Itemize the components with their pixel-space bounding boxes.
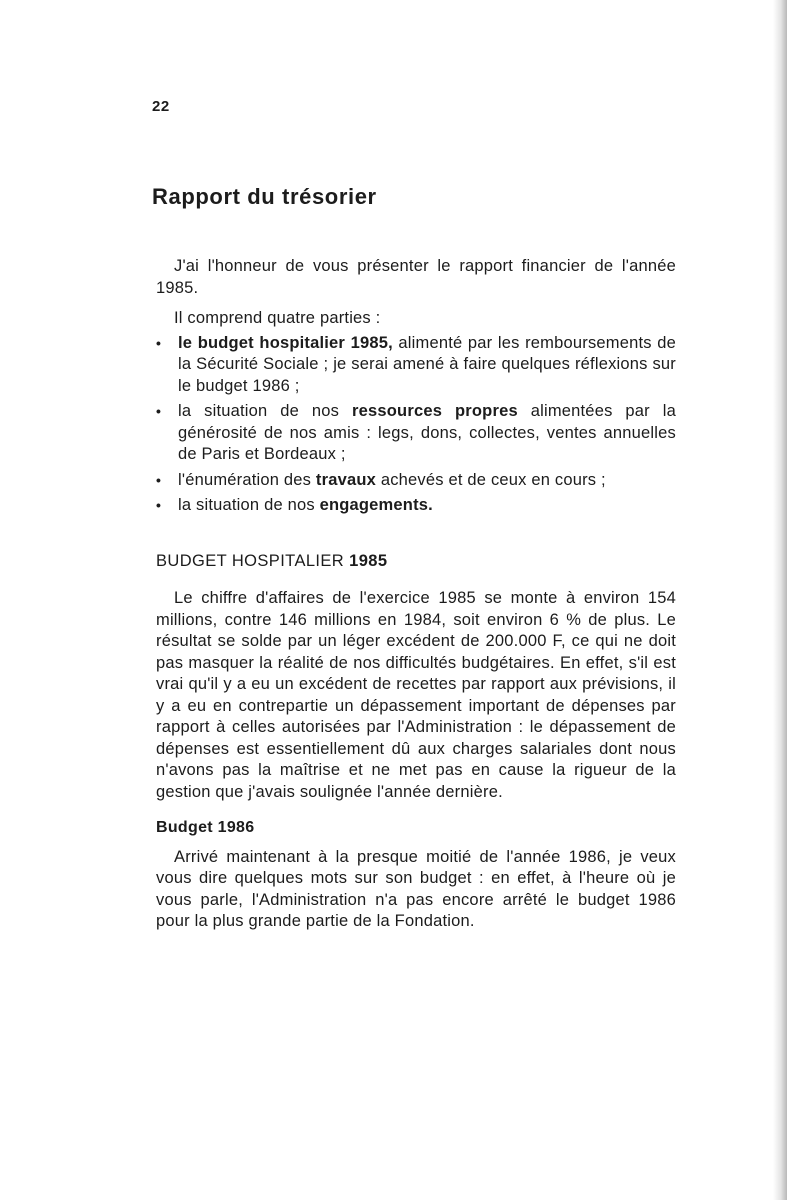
page-number: 22 (152, 98, 170, 115)
page-title: Rapport du trésorier (152, 184, 377, 209)
list-item-text: la situation de nos (178, 496, 320, 514)
list-item (156, 401, 676, 466)
list-item-emphasis: travaux (315, 470, 377, 489)
parts-list (156, 333, 676, 517)
budget-1985-paragraph: Le chiffre d'affaires de l'exercice 1985 se monte à environ 154 millions, contre 146 millions en 1984, soit environ 6 % de plus. Le résultat se solde par un léger excédent de 200.000 F, ce qui ne doit pas masquer la réalité de nos difficultés budgétaires. En effet, s'il est vrai qu'il y a eu un excédent de recettes par rapport aux prévisions, il y a eu en contrepartie un dépassement important de dépenses par rapport à celles autorisées par l'Administration : le dépassement de dépenses est essentiellement dû aux charges salariales dont nous n'avons pas la maîtrise et ne met pas en cause la rigueur de la gestion que j'avais soulignée l'année dernière. (156, 589, 676, 801)
section-heading-text: BUDGET HOSPITALIER (156, 551, 350, 570)
list-item-emphasis: le budget hospitalier 1985, (178, 333, 393, 352)
list-item (156, 495, 676, 517)
list-item (156, 470, 676, 492)
intro-paragraph: J'ai l'honneur de vous présenter le rapport financier de l'année 1985. (156, 257, 676, 297)
intro-list-lead: Il comprend quatre parties : (174, 309, 381, 327)
list-item-emphasis: engagements. (319, 496, 433, 514)
bullet-icon: • (156, 497, 162, 513)
list-item (156, 333, 676, 398)
list-item-text: achevés et de ceux en cours ; (376, 470, 606, 489)
list-item-text: la situation de nos (178, 402, 353, 420)
list-item-text: l'énumération des (178, 470, 316, 489)
budget-1986-paragraph: Arrivé maintenant à la presque moitié de l'année 1986, je veux vous dire quelques mots sur son budget : en effet, à l'heure où je vous parle, l'Administration n'a pas encore arrêté le budget 1986 pour la plus grande partie de la Fondation. (156, 847, 676, 930)
list-item-text: alimenté par les remboursements de la Sécurité Sociale ; je serai amené à faire quelques réflexions sur le budget 1986 ; (178, 333, 676, 395)
list-item-text: alimentées par la générosité de nos amis : legs, dons, collectes, ventes annuelles de Paris et Bordeaux ; (178, 402, 676, 463)
bullet-icon: • (156, 403, 162, 419)
section-heading-budget-hospitalier (156, 551, 676, 573)
report-body (156, 256, 676, 933)
subsection-heading-budget-1986: Budget 1986 (156, 819, 255, 836)
section-heading-year: 1985 (349, 551, 388, 570)
bullet-icon: • (156, 471, 162, 488)
bullet-icon: • (156, 334, 162, 351)
page-edge-shadow (773, 0, 787, 1200)
list-item-emphasis: ressources propres (352, 402, 518, 420)
